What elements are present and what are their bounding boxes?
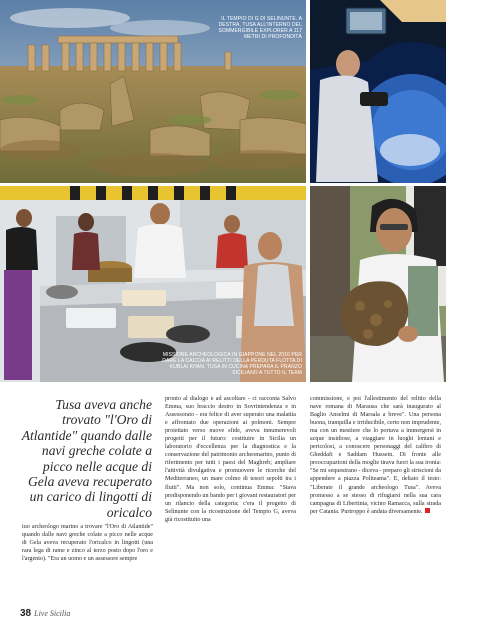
- galley-kitchen-photo: [0, 186, 306, 382]
- submarine-photo: [310, 0, 446, 183]
- tusa-holding-artifact-image: [310, 186, 446, 382]
- body-column-3-text: commissione, e poi l'allestimento del relitto della nave romana di Marausa che sarà inaugurato al Baglio Anselmi di Marsala a breve". Una persona buona, tranquilla e irriducibile, certo non imprudente, ma con un mestiere che lo portava a immergersi in acque insidiose, a viaggiare in luoghi lontani e pericolosi, a conoscere personaggi del calibro di Gheddafi e Saddam Hussein. Di fronte alle preoccupazioni della moglie tirava fuori la sua ironia: "Se mi sequestrano - diceva - preparo gli striscioni da appendere a piazza Politeama". E, deltato il testo: "Liberate il grande archeologo Tusa". Aveva promesso a se stesso di rifugiarsi nella sua cara campagna di Libertinia, vicino Ramacca, sulla strada per Catania. Purtroppo è andata diversamente.: [310, 396, 441, 515]
- body-column-2: pronto al dialogo e ad ascoltare - ci racconta Salvo Emma, suo braccio destro in Sovrintendenza e in Assessorato - era felice di aver superato una malattia e affrontato due operazioni ai polmoni. Sempre proiettato verso nuove sfide, aveva innumerevoli progetti per il futuro: costituire in Sicilia un laboratorio d'eccellenza per la diagnostica e la conservazione del patrimonio archeomarino, punto di riferimento per tutti i paesi del Maghreb; ampliare l'attività divulgativa e promuovere le ricerche del Mediterraneo, un mare colmo di tesori sepolti tra i flutti". Ma non solo, continua Emma: "Stava predisponendo un bando per i giovani restauratori per un rilancio della categoria; c'era il progetto di Selinunte con la ricostruzione del Tempio G, aveva già ricostituito una: [165, 396, 296, 523]
- galley-caption: MISSIONE ARCHEOLOGICA IN GIAPPONE NEL 2010 PER DARE LA CACCIA AI RELITTI DELLA PERDUTA FLOTTA DI KUBLAI KHAN. TUSA IN CUCINA PREPARA IL PRANZO SICILIANO A TUTTO IL TEAM: [162, 352, 302, 376]
- end-mark-icon: [425, 508, 430, 513]
- page-number: 38: [20, 608, 32, 619]
- submarine-interior-image: [310, 0, 446, 183]
- selinunte-temple-photo: [0, 0, 306, 183]
- body-column-3: [310, 395, 441, 516]
- body-column-1: tuo archeologo marino a trovare "l'Oro di Atlantide" quando dalle navi greche colate a picco nelle acque di Gela aveva recuperato l'oricalco in lingotti (una rara lega di rame e zinco al terzo posto dopo l'oro e l'argento). "Era un uomo e un assessore sempre: [22, 524, 153, 563]
- magazine-name: Live Sicilia: [34, 609, 71, 618]
- pull-quote: Tusa aveva anche trovato "l'Oro di Atlantide" quando dalle navi greche colate a picco nelle acque di Gela aveva recuperato un carico di lingotti di oricalco: [21, 397, 152, 520]
- selinunte-caption: IL TEMPIO DI G DI SELINUNTE. A DESTRA, TUSA ALL'INTERNO DEL SOMMERGIBILE EXPLORER A 117 METRI DI PROFONDITÀ: [218, 16, 302, 40]
- tusa-portrait-photo: [310, 186, 446, 382]
- page-folio: [20, 608, 70, 619]
